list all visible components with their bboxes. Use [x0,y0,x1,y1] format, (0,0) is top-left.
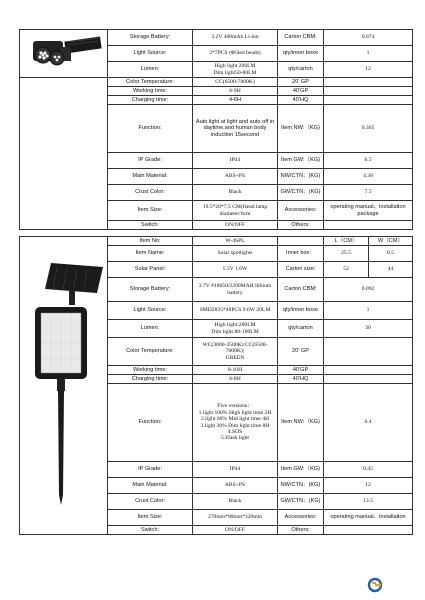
label-qty-carton: qty/carton [278,62,324,78]
value-40hq [324,96,413,105]
value-accessories: operating manual、installation package [324,201,413,221]
value-20gp [324,338,413,366]
label-charging-time: Charging time: [108,96,193,105]
label-light-source: Light Source: [108,46,193,62]
value-nw-ctn: 12 [324,478,413,494]
label-lumen: Lumen: [108,320,193,338]
image-spacer-cell [20,78,108,230]
label-light-source: Light Source: [108,302,193,320]
label-carton-size: Carton size: [278,262,324,278]
label-function: Function: [108,105,193,153]
value-carton-size-w: 44 [369,262,413,278]
label-charging-time: Charging time: [108,375,193,384]
label-40gp: 40'GP [278,87,324,96]
value-carton-cbm: 0.074 [324,30,413,46]
label-others: Others: [278,526,324,535]
value-working-time: 8-10H [193,366,278,375]
value-function: Auto light at light and auto off in daytime,and human body induction 15second [193,105,278,153]
label-gw-ctn: GW/CTN：(KG) [278,185,324,201]
value-carton-cbm: 0.092 [324,278,413,302]
value-switch: ON/OFF [193,526,278,535]
value-qty-inner-box: 1 [324,46,413,62]
label-lumen: Lumen: [108,62,193,78]
company-logo-icon [367,577,399,593]
product-image-cell [20,237,108,535]
value-accessories: operating manual、installation [324,510,413,526]
label-20gp: 20' GP [278,78,324,87]
label-solar-panel: Solar Panel: [108,262,193,278]
label-function: Function: [108,384,193,462]
label-crust-color: Crust Color: [108,494,193,510]
value-switch: ON/OFF [193,221,278,230]
label-crust-color: Crust Color: [108,185,193,201]
value-40hq [324,375,413,384]
value-carton-size-l: 52 [324,262,369,278]
value-inner-box-w: 0.5 [369,246,413,262]
label-item-no: Item No: [108,237,193,246]
label-nw-ctn: NW/CTN：(KG) [278,169,324,185]
label-qty-inner-box: qty/inner boxe [278,302,324,320]
label-switch: Switch: [108,221,193,230]
value-color-temperature: CC(6500-7000K) [193,78,278,87]
label-main-material: Main Material: [108,478,193,494]
blank-cell [278,237,324,246]
value-function: Five versions： 1.light 100% High light time 2H 2.light 60% Mid light time 4H 3.light 30% Dim light time 8H 4.SOS 5.Flash light [193,384,278,462]
value-charging-time: 6-8H [193,375,278,384]
value-others [324,526,413,535]
value-light-source: 2*7PCS (Φ5led beads) [193,46,278,62]
value-qty-carton: 12 [324,62,413,78]
value-item-nw: 0.4 [324,384,413,462]
value-charging-time: 4-6H [193,96,278,105]
label-ip-grade: IP Grade: [108,153,193,169]
value-main-material: ABS+PS [193,478,278,494]
header-w-cm: W（CM） [369,237,413,246]
value-color-temperature: WC(3000-3500K):CC(6500-7000K); GREEN [193,338,278,366]
table-row [20,30,413,46]
value-inner-box-l: 25.5 [324,246,369,262]
label-ip-grade: IP Grade: [108,462,193,478]
label-item-nw: Item NW:（KG) [278,384,324,462]
twin-head-solar-light-icon [21,31,107,73]
label-carton-cbm: Carton CBM: [278,30,324,46]
value-ip-grade: IP44 [193,153,278,169]
label-color-temperature: Color Temperature: [108,338,193,366]
header-l-cm: L（CM） [324,237,369,246]
label-gw-ctn: GW/CTN：(KG) [278,494,324,510]
label-item-name: Item Name: [108,246,193,262]
label-item-gw: Item GW:（KG) [278,462,324,478]
value-qty-carton: 30 [324,320,413,338]
value-working-time: 6-9H [193,87,278,96]
label-carton-cbm: Carton CBM: [278,278,324,302]
value-item-size: 19.5*20*7.5 CM(Head lamp diameter:6cm [193,201,278,221]
value-40gp [324,366,413,375]
label-working-time: Working time: [108,87,193,96]
value-40gp [324,87,413,96]
label-40hq: 40'HQ [278,96,324,105]
label-working-time: Working time: [108,366,193,375]
value-item-no: W-4SPL [193,237,278,246]
label-storage-battery: Storage Battery: [108,278,193,302]
label-40hq: 40'HQ [278,375,324,384]
label-20gp: 20' GP [278,338,324,366]
label-item-nw: Item NW:（KG) [278,105,324,153]
value-nw-ctn: 4.38 [324,169,413,185]
value-storage-battery: 3.7V #18650/2200MAH lithium battery [193,278,278,302]
value-item-name: Solar spotlights [193,246,278,262]
label-others: Others: [278,221,324,230]
value-ip-grade: IP44 [193,462,278,478]
label-accessories: Accessories: [278,201,324,221]
value-main-material: ABS+PS [193,169,278,185]
value-gw-ctn: 13.5 [324,494,413,510]
product-spec-table-1 [19,29,413,230]
label-inner-box: Inner box： [278,246,324,262]
product-spec-table-2 [19,236,413,535]
label-item-gw: Item GW:（KG) [278,153,324,169]
value-solar-panel: 5.5V 1.6W [193,262,278,278]
label-main-material: Main Material: [108,169,193,185]
label-40gp: 40'GP [278,366,324,375]
value-lumen: High light:200LM Dim light:80-100LM [193,320,278,338]
label-storage-battery: Storage Battery: [108,30,193,46]
value-item-gw: 0.45 [324,462,413,478]
table-row [20,78,413,87]
label-nw-ctn: NW/CTN：(KG) [278,478,324,494]
table-row [20,237,413,246]
value-crust-color: Black [193,494,278,510]
value-others [324,221,413,230]
label-qty-inner-box: qty/inner boxe [278,46,324,62]
value-crust-color: Black [193,185,278,201]
value-light-source: SMD2835*48PCS 9.6W 20LM [193,302,278,320]
product-image-cell [20,30,108,78]
value-gw-ctn: 7.5 [324,185,413,201]
label-qty-carton: qty/carton [278,320,324,338]
value-storage-battery: 3.2V 400mAh Li-ion [193,30,278,46]
label-switch: Switch: [108,526,193,535]
value-item-gw: 0.5 [324,153,413,169]
value-lumen: High light 200LM Dim light50-80LM [193,62,278,78]
solar-spotlight-with-stake-icon [21,259,107,509]
label-accessories: Accessories: [278,510,324,526]
value-qty-inner-box: 1 [324,302,413,320]
label-color-temperature: Color Temperature: [108,78,193,87]
value-20gp [324,78,413,87]
label-item-size: Item Size: [108,201,193,221]
label-item-size: Item Size: [108,510,193,526]
value-item-nw: 0.365 [324,105,413,153]
value-item-size: 270mm*90mm*320mm [193,510,278,526]
